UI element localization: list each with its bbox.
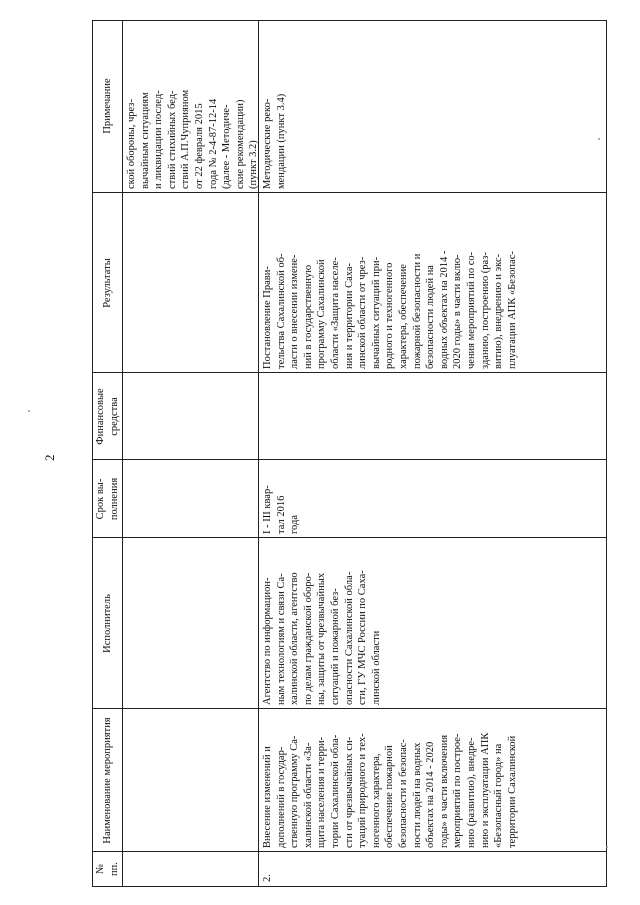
row2-finance [258, 373, 608, 460]
header-executor [93, 538, 122, 709]
header-results [93, 193, 122, 373]
scan-speck [598, 138, 600, 140]
header-executor-text: Исполнитель [101, 594, 113, 653]
header-name-text: Наименование мероприятия [101, 717, 113, 844]
header-num [93, 852, 122, 886]
header-deadline-text: Срок вы- полнения [94, 477, 120, 521]
header-name [93, 709, 122, 852]
row2-executor: Агентство по информацион- ным технологиям и связи Са- халинской области, агентство по делам гражданской оборо- ны, защиты от чрезвычайных ситуаций и пожарной без- опасности Сахалинской обла- сти, ГУ МЧС России по Саха- линской области [262, 570, 382, 705]
header-note-text: Примечание [101, 78, 113, 134]
header-note [93, 19, 122, 193]
row2-num: 2. [262, 874, 273, 882]
header-finance [93, 373, 122, 460]
scan-speck [606, 846, 608, 848]
row2-note: Методические реко- мендации (пункт 3.4) [262, 93, 287, 189]
row1-note: ской обороны, чрез- вычайным ситуациям и ликвидации послед- ствий стихийных бед- ствий А.П.Чуприяном от 22 февраля 2015 года № 2-4-87-12-14 (далее - Методиче- ские рекомендации) (пункт 3.2) [126, 89, 260, 189]
scan-speck [28, 410, 30, 412]
header-results-text: Результаты [101, 258, 113, 308]
row2-deadline: I - III квар- тал 2016 года [262, 485, 301, 534]
page-number: 2 [42, 454, 57, 461]
measures-table [92, 20, 607, 887]
row2-results: Постановление Прави- тельства Сахалинской об- ласти о внесении измене- ний в государственную программу Сахалинской области «Защита населе- ния и территории Саха- линской области от чрез- вычайных ситуаций при- родного и техногенного характера, обеспечение пожарной безопасности и безопасности людей на водных объектах на 2014 - 2020 годы» в части вклю- чения мероприятий по со- зданию, построению (раз- витию), внедрению и экс- плуатации АПК «Безопас- [262, 250, 518, 369]
header-num-text: № пп. [94, 862, 120, 876]
row2-name: Внесение изменений и дополнений в государ- ственную программу Са- халинской области «За- щита населения и терри- тории Сахалинской обла- сти от чрезвычайных си- туаций природного и тех- ногенного характера, обеспечение пожарной безопасности и безопас- ности людей на водных объектах на 2014 - 2020 годы» в части включения мероприятий по построе- нию (развитию), внедре- нию и эксплуатации АПК «Безопасный город» на территории Сахалинской [262, 732, 518, 848]
header-finance-text: Финансовые средства [94, 388, 120, 445]
header-deadline [93, 460, 122, 538]
